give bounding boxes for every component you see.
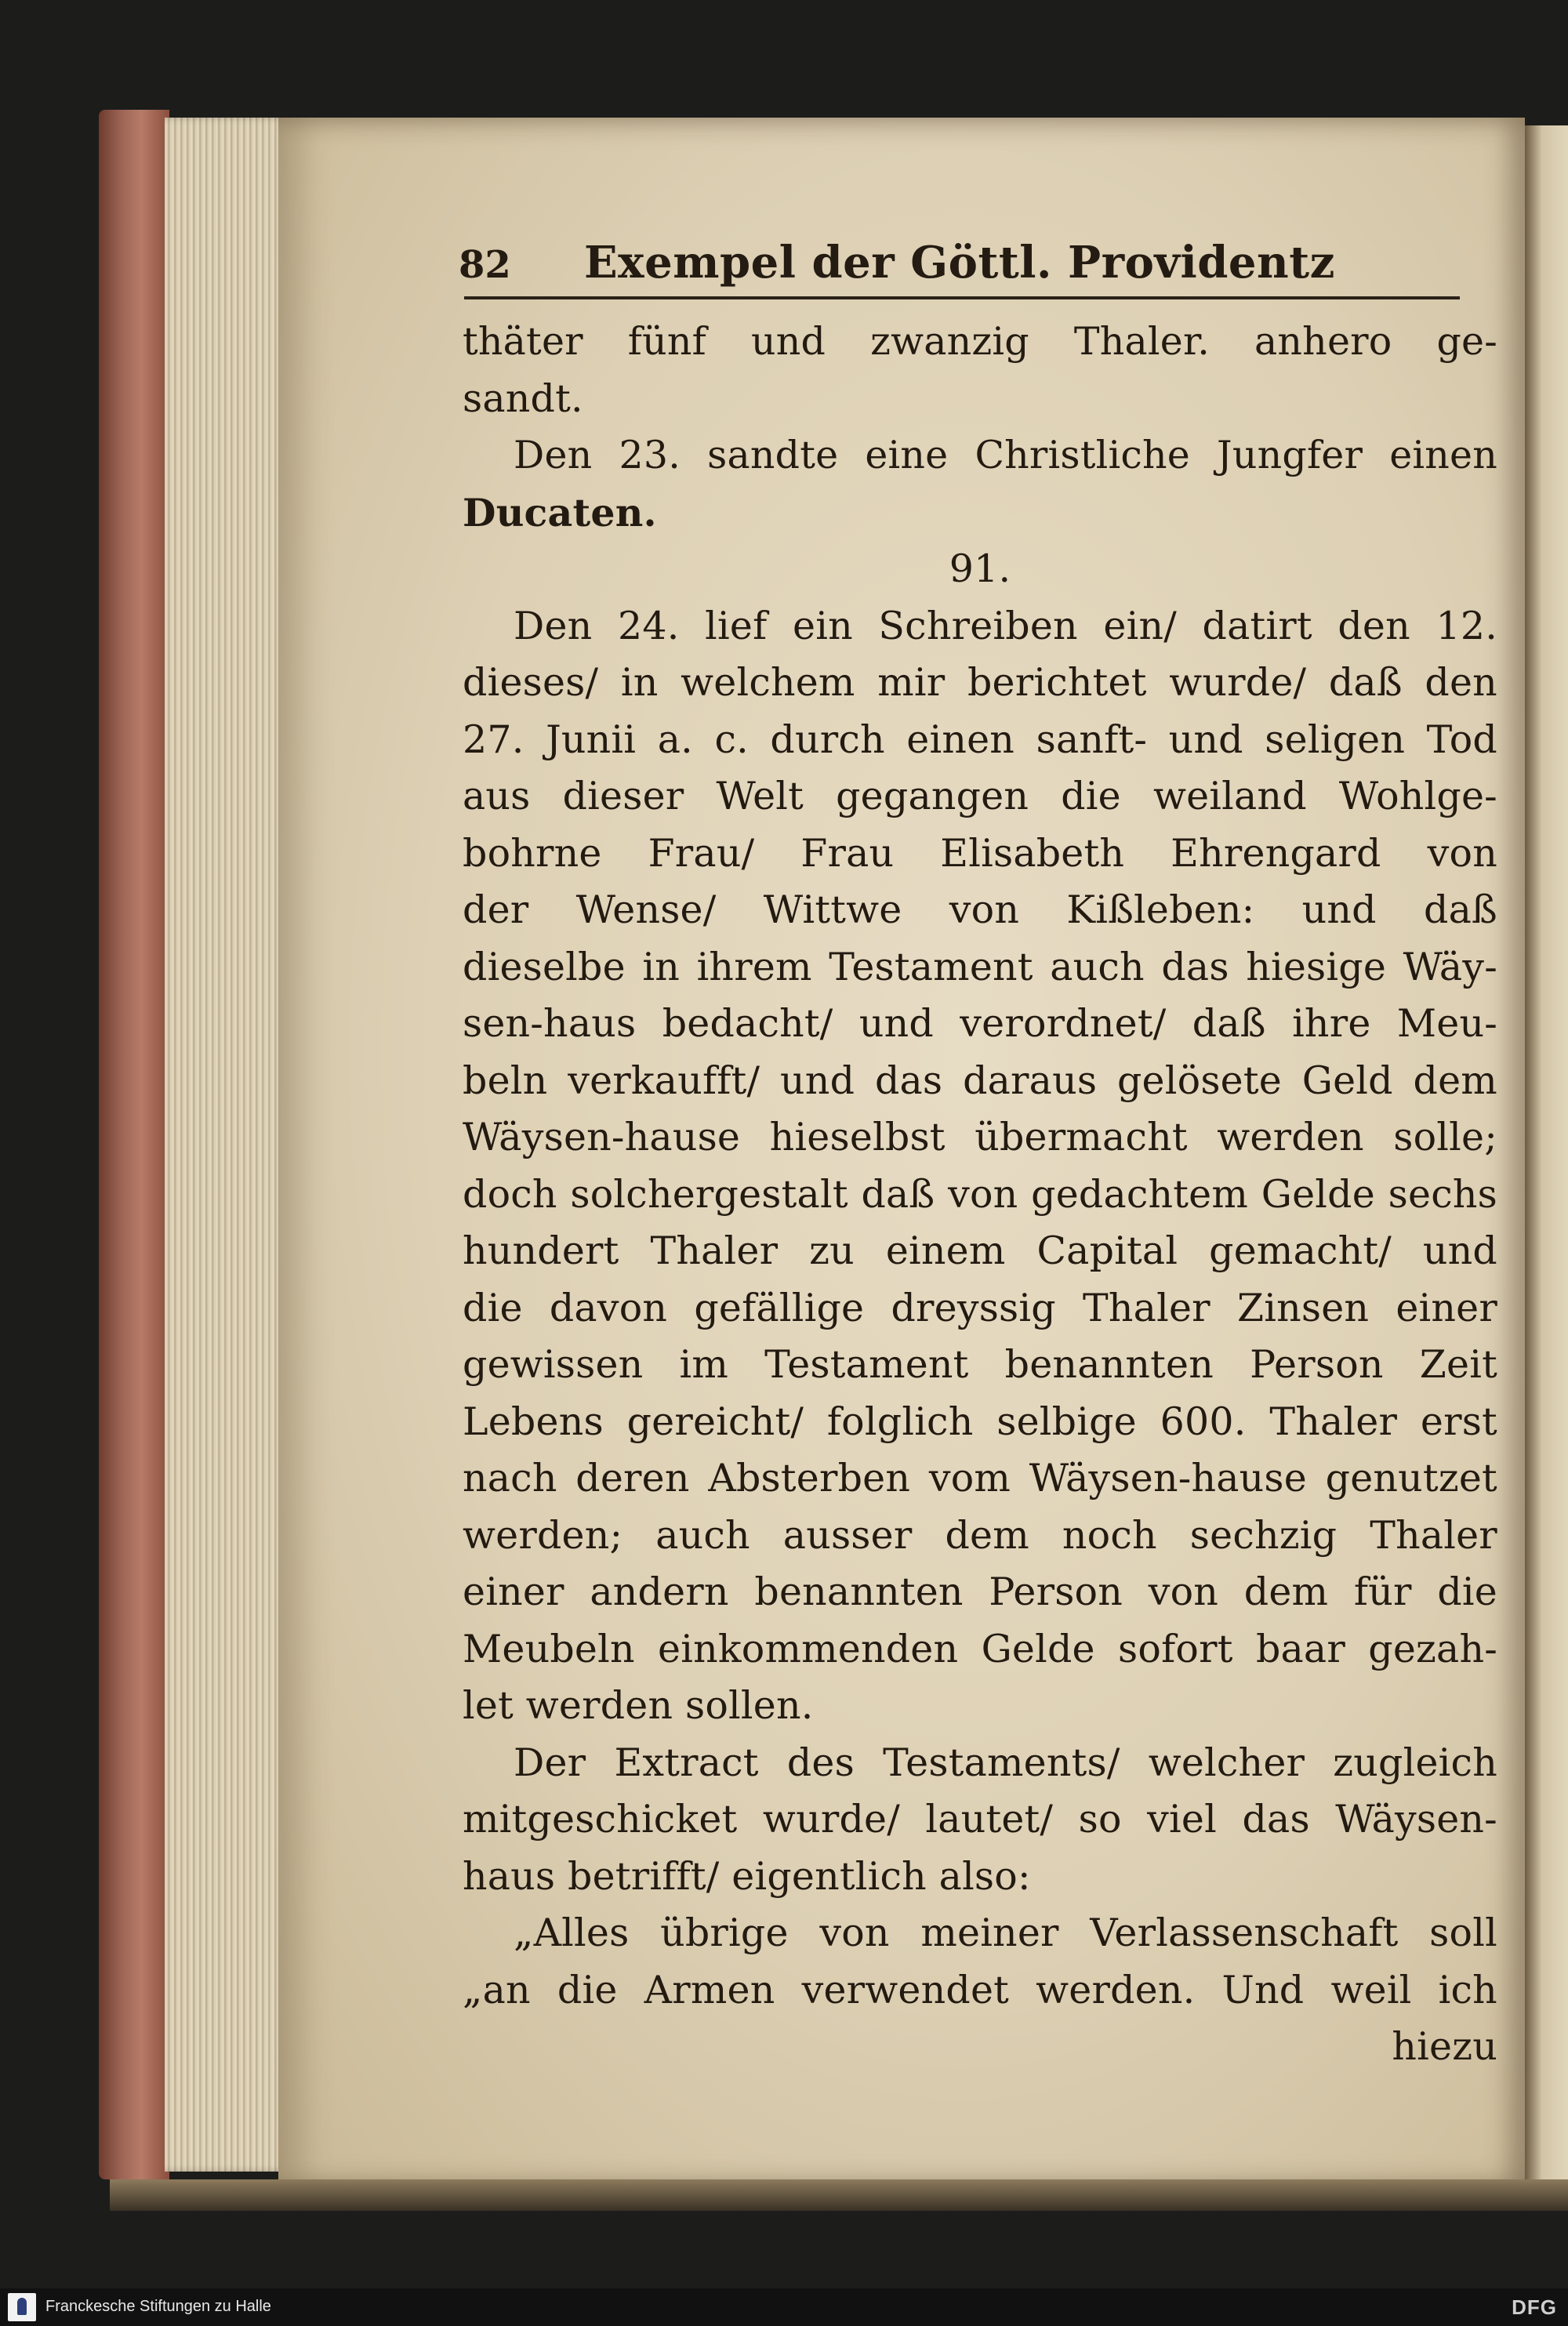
footer-institution: Franckesche Stiftungen zu Halle [45,2298,271,2315]
text-line: nach deren Absterben vom Wäysen-hause genutzet [463,1456,1497,1500]
text-line: dieses/ in welchem mir berichtet wurde/ daß den [463,660,1497,705]
text-line: Ducaten. [463,489,657,535]
text-line: dieselbe in ihrem Testament auch das hiesige Wäy- [463,944,1497,989]
text-line: hundert Thaler zu einem Capital gemacht/ und [463,1228,1497,1273]
text-line: thäter fünf und zwanzig Thaler. anhero ge- [463,319,1497,364]
text-line: Den 24. lief ein Schreiben ein/ datirt den 12. [514,603,1497,648]
text-line: „Alles übrige von meiner Verlassenschaft soll [514,1911,1497,1955]
institution-logo-icon [8,2293,36,2321]
text-line: let werden sollen. [463,1683,814,1728]
running-title: Exempel der Göttl. Providentz [584,237,1335,288]
footer-bar [0,2288,1568,2326]
text-line: Den 23. sandte eine Christliche Jungfer einen [514,433,1497,477]
text-line: der Wense/ Wittwe von Kißleben: und daß [463,887,1497,932]
header-rule [464,296,1460,299]
text-line: 27. Junii a. c. durch einen sanft- und seligen Tod [463,717,1497,762]
text-line: sandt. [463,376,583,421]
text-line: einer andern benannten Person von dem für die [463,1569,1497,1614]
book-cover-edge [99,110,169,2179]
text-line: Wäysen-hause hieselbst übermacht werden solle; [463,1115,1497,1159]
text-line: sen-haus bedacht/ und verordnet/ daß ihre Meu- [463,1001,1497,1046]
text-line: die davon gefällige dreyssig Thaler Zinsen einer [463,1285,1497,1330]
body-text [463,314,1497,2076]
running-head [459,229,1458,299]
text-line: hiezu [1392,2024,1497,2069]
text-line: haus betrifft/ eigentlich also: [463,1853,1031,1899]
text-line: 91. [949,546,1011,591]
text-line: Lebens gereicht/ folglich selbige 600. Thaler erst [463,1399,1497,1444]
text-line: mitgeschicket wurde/ lautet/ so viel das Wäysen- [463,1797,1497,1842]
text-line: Meubeln einkommenden Gelde sofort baar gezah- [463,1626,1497,1671]
book-bottom-board [110,2179,1568,2211]
text-line: Der Extract des Testaments/ welcher zugleich [514,1740,1497,1785]
facing-page-edge [1525,125,1568,2195]
text-line: doch solchergestalt daß von gedachtem Gelde sechs [463,1171,1497,1217]
text-line: beln verkaufft/ und das daraus gelösete Geld dem [463,1058,1497,1103]
text-line: „an die Armen verwendet werden. Und weil ich [463,1967,1497,2012]
footer-brand: DFG [1512,2295,1557,2319]
text-line: aus dieser Welt gegangen die weiland Wohlge- [463,774,1497,818]
text-line: gewissen im Testament benannten Person Zeit [463,1342,1497,1387]
text-line: werden; auch ausser dem noch sechzig Thaler [463,1512,1497,1558]
text-line: bohrne Frau/ Frau Elisabeth Ehrengard von [463,830,1497,876]
page-number: 82 [459,243,511,287]
